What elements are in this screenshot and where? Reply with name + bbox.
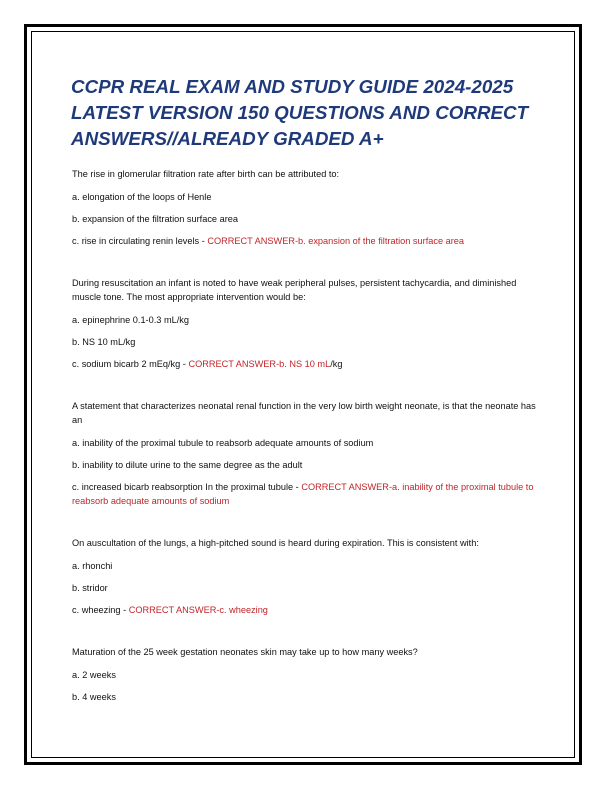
question-block <box>72 276 542 371</box>
document-title: CCPR REAL EXAM AND STUDY GUIDE 2024-2025 LATEST VERSION 150 QUESTIONS AND CORRECT ANSWERS//ALREADY GRADED A+ <box>71 76 529 149</box>
answer-suffix: /kg <box>330 359 343 369</box>
correct-answer: CORRECT ANSWER-a. inability of the proximal tubule to reabsorb adequate amounts of sodium <box>72 482 534 506</box>
option-c <box>72 234 542 248</box>
option-b: b. stridor <box>72 583 108 593</box>
questions-content <box>72 167 542 704</box>
option-c-text: c. sodium bicarb 2 mEq/kg - <box>72 359 186 369</box>
correct-answer: CORRECT ANSWER-b. NS 10 mL <box>188 359 331 369</box>
option-c <box>72 603 542 617</box>
option-a: a. elongation of the loops of Henle <box>72 192 212 202</box>
question-block <box>72 399 542 508</box>
option-a: a. rhonchi <box>72 561 113 571</box>
question-text: During resuscitation an infant is noted to have weak peripheral pulses, persistent tachycardia, and diminished muscle tone. The most appropriate intervention would be: <box>72 278 517 302</box>
option-b: b. expansion of the filtration surface area <box>72 214 238 224</box>
question-block <box>72 645 542 704</box>
correct-answer: CORRECT ANSWER-b. expansion of the filtration surface area <box>207 236 465 246</box>
question-block <box>72 536 542 617</box>
question-text: The rise in glomerular filtration rate after birth can be attributed to: <box>72 169 340 179</box>
option-c <box>72 357 542 371</box>
question-block <box>72 167 542 248</box>
option-b: b. 4 weeks <box>72 692 116 702</box>
option-a: a. 2 weeks <box>72 670 116 680</box>
option-c-text: c. increased bicarb reabsorption In the proximal tubule - <box>72 482 299 492</box>
question-text: On auscultation of the lungs, a high-pitched sound is heard during expiration. This is consistent with: <box>72 538 479 548</box>
option-b: b. NS 10 mL/kg <box>72 337 136 347</box>
question-text: Maturation of the 25 week gestation neonates skin may take up to how many weeks? <box>72 647 418 657</box>
correct-answer: CORRECT ANSWER-c. wheezing <box>128 605 268 615</box>
option-c-text: c. rise in circulating renin levels - <box>72 236 205 246</box>
option-a: a. inability of the proximal tubule to reabsorb adequate amounts of sodium <box>72 438 374 448</box>
option-c-text: c. wheezing - <box>72 605 127 615</box>
option-b: b. inability to dilute urine to the same degree as the adult <box>72 460 303 470</box>
option-c <box>72 480 542 508</box>
option-a: a. epinephrine 0.1-0.3 mL/kg <box>72 315 189 325</box>
question-text: A statement that characterizes neonatal renal function in the very low birth weight neonate, is that the neonate has an <box>72 401 536 425</box>
